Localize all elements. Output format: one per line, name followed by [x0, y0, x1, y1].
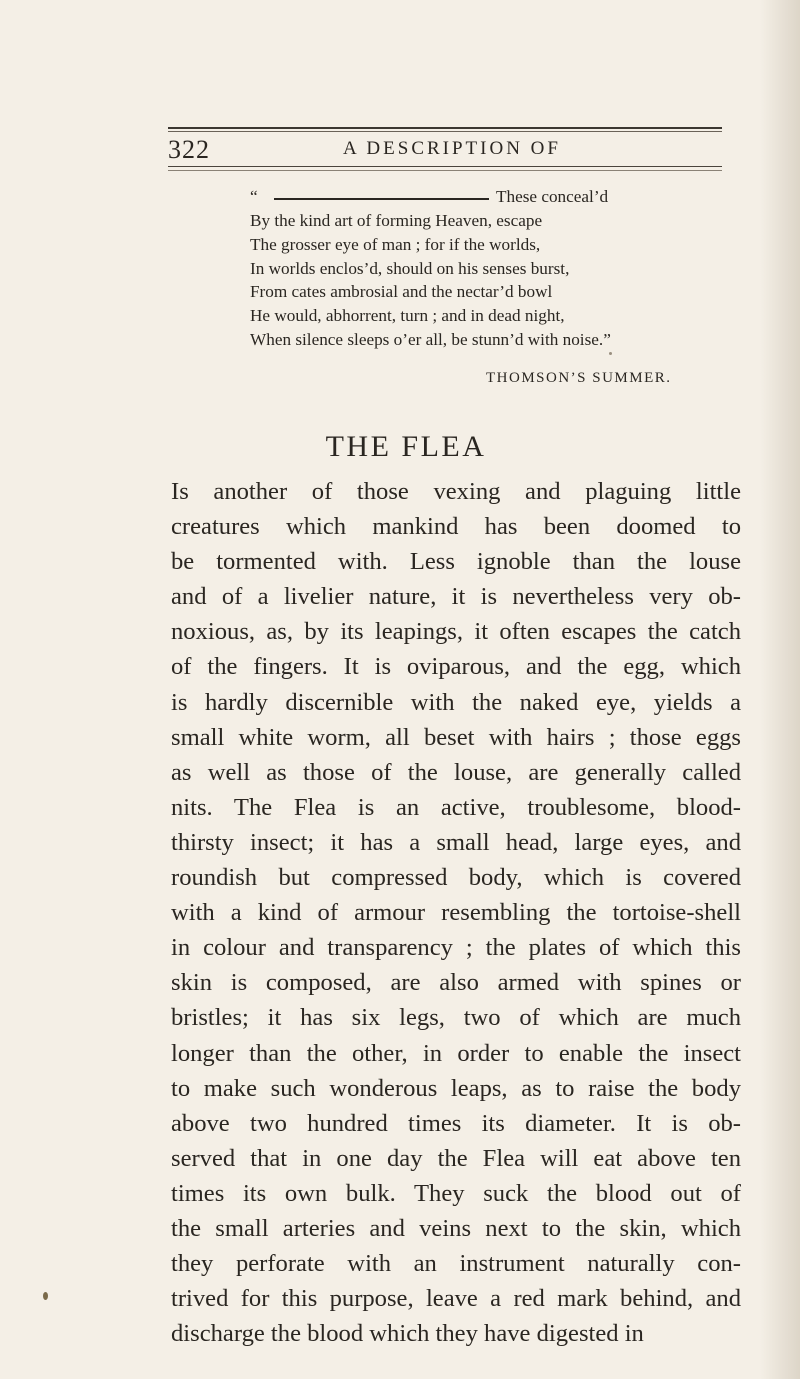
page-edge-shadow: [760, 0, 800, 1379]
quote-attribution: THOMSON’S SUMMER.: [486, 370, 672, 386]
body-line: creatures which mankind has been doomed to: [171, 513, 741, 541]
quote-line: From cates ambrosial and the nectar’d bowl: [250, 282, 553, 302]
page-header: [168, 118, 722, 178]
verse-quotation: [250, 185, 720, 352]
body-line: discharge the blood which they have digested in: [171, 1320, 644, 1348]
body-line: nits. The Flea is an active, troublesome, blood-: [171, 793, 741, 821]
quote-line: The grosser eye of man ; for if the worlds,: [250, 234, 541, 254]
body-line: they perforate with an instrument naturally con-: [171, 1250, 741, 1278]
quote-line: In worlds enclos’d, should on his senses burst,: [250, 258, 570, 278]
section-title: [0, 430, 800, 464]
body-line: skin is composed, are also armed with spines or: [171, 969, 741, 997]
body-line: in colour and transparency ; the plates of which this: [171, 934, 741, 962]
body-line: trived for this purpose, leave a red mark behind, and: [171, 1285, 741, 1313]
body-paragraph: [171, 474, 741, 1351]
body-line: with a kind of armour resembling the tortoise-shell: [171, 899, 741, 927]
paper-speck: [609, 352, 612, 355]
quote-open-mark: “: [250, 187, 258, 206]
body-line: and of a livelier nature, it is nevertheless very ob-: [171, 583, 741, 611]
ink-mark: [43, 1292, 48, 1300]
quote-line: He would, abhorrent, turn ; and in dead night,: [250, 306, 565, 326]
quote-line: When silence sleeps o’er all, be stunn’d with noise.”: [250, 329, 611, 349]
header-rule-bottom: [168, 166, 722, 167]
body-line: be tormented with. Less ignoble than the louse: [171, 548, 741, 576]
quote-line-text: These conceal’d: [496, 187, 609, 206]
header-rule-top-thin: [168, 131, 722, 132]
body-line: the small arteries and veins next to the skin, which: [171, 1214, 741, 1242]
body-line: roundish but compressed body, which is covered: [171, 864, 741, 892]
quote-line: By the kind art of forming Heaven, escape: [250, 211, 543, 230]
body-line: small white worm, all beset with hairs ; those eggs: [171, 723, 741, 751]
running-head: A DESCRIPTION OF: [343, 138, 561, 159]
body-line: bristles; it has six legs, two of which are much: [171, 1004, 741, 1032]
body-line: as well as those of the louse, are generally called: [171, 758, 741, 786]
section-title-text: THE FLEA: [325, 430, 487, 463]
quote-line: [250, 185, 720, 209]
header-rule-top: [168, 127, 722, 129]
body-line: thirsty insect; it has a small head, large eyes, and: [171, 828, 741, 856]
body-line: is hardly discernible with the naked eye, yields a: [171, 688, 741, 716]
body-line: above two hundred times its diameter. It is ob-: [171, 1109, 741, 1137]
body-line: times its own bulk. They suck the blood out of: [171, 1179, 741, 1207]
body-line: served that in one day the Flea will eat above ten: [171, 1144, 741, 1172]
body-line: noxious, as, by its leapings, it often escapes the catch: [171, 618, 741, 646]
body-line: of the fingers. It is oviparous, and the egg, which: [171, 653, 741, 681]
quote-dash-rule: [274, 198, 489, 200]
body-line: to make such wonderous leaps, as to raise the body: [171, 1074, 741, 1102]
page-number: 322: [168, 135, 210, 164]
body-line: Is another of those vexing and plaguing little: [171, 478, 741, 505]
header-rule-bottom-thin: [168, 170, 722, 171]
body-line: longer than the other, in order to enable the insect: [171, 1039, 741, 1067]
